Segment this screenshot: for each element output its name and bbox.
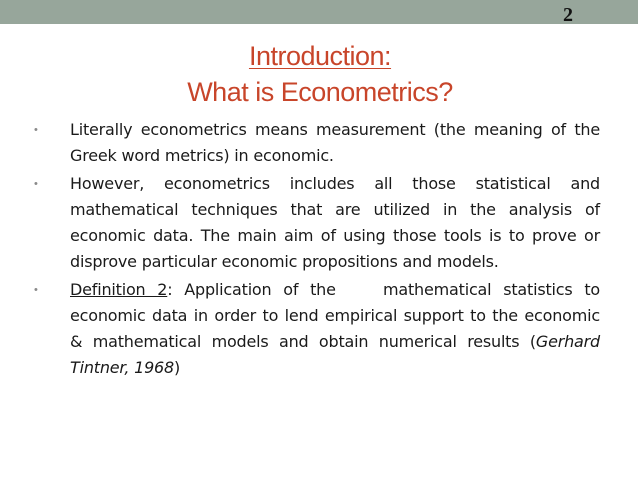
bullet-item <box>34 171 600 275</box>
bullet-list <box>34 117 605 383</box>
bullet-text <box>70 277 605 381</box>
bullet-text: Literally econometrics means measurement (the meaning of the Greek word metrics) in economic. <box>70 120 600 165</box>
citation-close: ) <box>174 358 181 377</box>
bullet-text: However, econometrics includes all those statistical and mathematical techniques that are utilized in the analysis of economic data. The main aim of using those tools is to prove or disprove particular economic propositions and models. <box>70 174 600 271</box>
slide-top-bar <box>0 0 638 24</box>
bullet-marker: • <box>34 178 38 190</box>
bullet-item <box>34 277 605 381</box>
slide-title <box>120 38 520 110</box>
citation-text: Gerhard Tintner, 1968 <box>70 332 600 377</box>
bullet-marker: • <box>34 124 38 136</box>
bullet-marker: • <box>34 284 38 296</box>
title-line-2: What is Econometrics? <box>187 77 453 107</box>
definition-label: Definition 2 <box>70 280 168 299</box>
definition-text: : Application of the mathematical statistics to economic data in order to lend empirical support to the economic & mathematical models and obtain numerical results ( <box>70 280 605 351</box>
title-line-1: Introduction: <box>248 41 392 71</box>
slide-number: 2 <box>563 4 573 26</box>
bullet-item <box>34 117 600 169</box>
